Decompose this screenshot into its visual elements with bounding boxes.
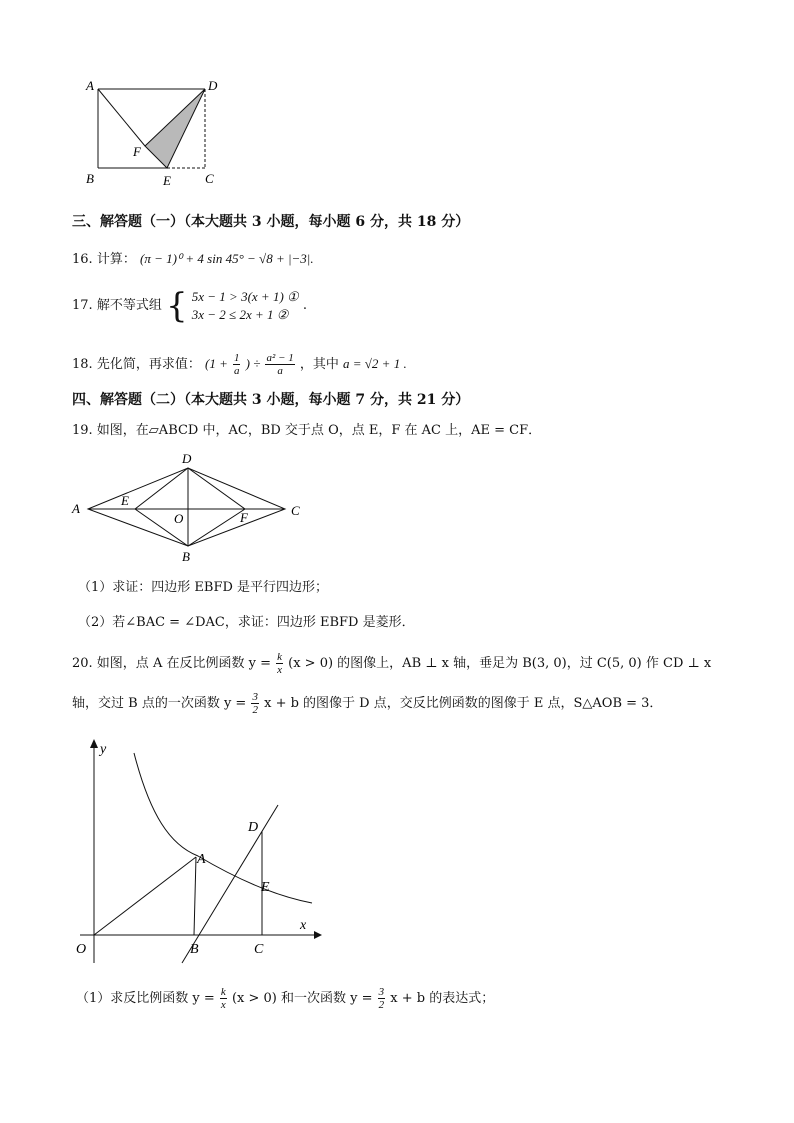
section-4-heading: 四、解答题（二）（本大题共 3 小题，每小题 7 分，共 21 分） — [72, 392, 470, 408]
q20-k-over-x — [276, 651, 283, 676]
q18-fraction-2 — [265, 352, 294, 377]
q20-three-halves — [251, 691, 259, 716]
label-F: F — [133, 144, 141, 159]
q18-frac2-den: a — [277, 365, 283, 377]
label-C2: C — [291, 503, 300, 518]
q20-f-num: 3 — [252, 691, 258, 703]
q20-p1-a: （1）求反比例函数 y = — [76, 991, 215, 1006]
question-16 — [72, 251, 314, 268]
q20-f-den: 2 — [252, 704, 258, 716]
label-C: C — [205, 171, 214, 186]
q20-p1-three-halves — [378, 986, 386, 1011]
q18-prefix: 先化简，再求值： — [96, 357, 201, 372]
q18-expr-close: ) ÷ — [245, 356, 261, 371]
q16-number: 16. — [72, 252, 93, 267]
q20-p1-f-num: 3 — [378, 986, 385, 998]
q18-frac1-den: a — [233, 365, 240, 377]
label-B: B — [86, 171, 94, 186]
q17-prefix: 解不等式组 — [96, 298, 162, 313]
label-E2: E — [121, 493, 129, 508]
q20-k-den: x — [277, 664, 282, 676]
q20-p1-k-num: k — [220, 986, 226, 998]
label-E: E — [163, 173, 171, 188]
figure-rectangle — [80, 76, 230, 191]
q20-line2-a: 轴，交过 B 点的一次函数 y = — [72, 696, 247, 711]
figure-function-graph — [70, 735, 330, 965]
q20-line1-a: 20. 如图，点 A 在反比例函数 y = — [72, 656, 271, 671]
q18-value: a = √2 + 1 . — [343, 356, 407, 371]
q17-inequality-1: 5x − 1 > 3(x + 1) ① — [191, 289, 299, 304]
q17-brace: { — [165, 286, 188, 326]
question-19-part-1: （1）求证：四边形 EBFD 是平行四边形； — [78, 580, 329, 595]
question-20-line-1 — [72, 650, 711, 678]
label-F2: F — [240, 510, 248, 525]
q16-prefix: 计算： — [96, 252, 136, 267]
q20-k-num: k — [277, 651, 282, 663]
label-A: A — [86, 78, 94, 93]
label-B2: B — [182, 549, 190, 564]
label-O3: O — [76, 942, 87, 957]
label-O2: O — [174, 511, 184, 526]
q20-p1-f-den: 2 — [378, 999, 385, 1011]
question-19-part-2: （2）若∠BAC = ∠DAC，求证：四边形 EBFD 是菱形． — [78, 615, 415, 630]
label-C3: C — [254, 942, 264, 957]
figure-parallelogram — [70, 448, 310, 568]
section-3-heading: 三、解答题（一）（本大题共 3 小题，每小题 6 分，共 18 分） — [72, 214, 470, 230]
label-D: D — [208, 78, 218, 93]
q18-frac1-num: 1 — [233, 352, 240, 364]
q20-p1-k-den: x — [220, 999, 226, 1011]
q17-inequality-2: 3x − 2 ≤ 2x + 1 ② — [191, 307, 289, 322]
label-y3: y — [100, 742, 107, 757]
label-D3: D — [248, 820, 259, 835]
q20-p1-b: (x > 0) 和一次函数 y = — [231, 991, 373, 1006]
question-18 — [72, 349, 407, 380]
label-B3: B — [190, 942, 199, 957]
q17-system — [192, 288, 299, 324]
q20-p1-c: x + b 的表达式； — [390, 991, 495, 1006]
q18-expr-open: (1 + — [204, 356, 228, 371]
q16-expression: (π − 1)⁰ + 4 sin 45° − √8 + |−3|. — [139, 251, 314, 266]
q17-number: 17. — [72, 298, 93, 313]
question-20-part-1 — [76, 985, 494, 1013]
label-x3: x — [300, 918, 307, 933]
question-19-stem: 19. 如图，在▱ABCD 中，AC，BD 交于点 O，点 E，F 在 AC 上，AE = CF． — [72, 423, 542, 438]
label-A3: A — [197, 852, 206, 867]
q20-line2-b: x + b 的图像于 D 点，交反比例函数的图像于 E 点，S△AOB = 3． — [264, 696, 663, 711]
q18-suffix: ，其中 — [299, 357, 339, 372]
question-17 — [72, 288, 307, 324]
shaded-triangle — [145, 89, 205, 168]
question-20-line-2 — [72, 690, 662, 718]
q20-line1-b: (x > 0) 的图像上，AB ⊥ x 轴，垂足为 B(3, 0)，过 C(5, 0) 作 CD ⊥ x — [288, 656, 712, 671]
q18-fraction-1 — [233, 352, 241, 377]
q18-number: 18. — [72, 357, 93, 372]
label-E3: E — [261, 880, 270, 895]
label-A2: A — [72, 501, 80, 516]
label-D2: D — [182, 451, 192, 466]
q18-frac2-num: a² − 1 — [266, 352, 294, 364]
q17-suffix: . — [302, 298, 307, 313]
q20-p1-k-over-x — [220, 986, 227, 1011]
